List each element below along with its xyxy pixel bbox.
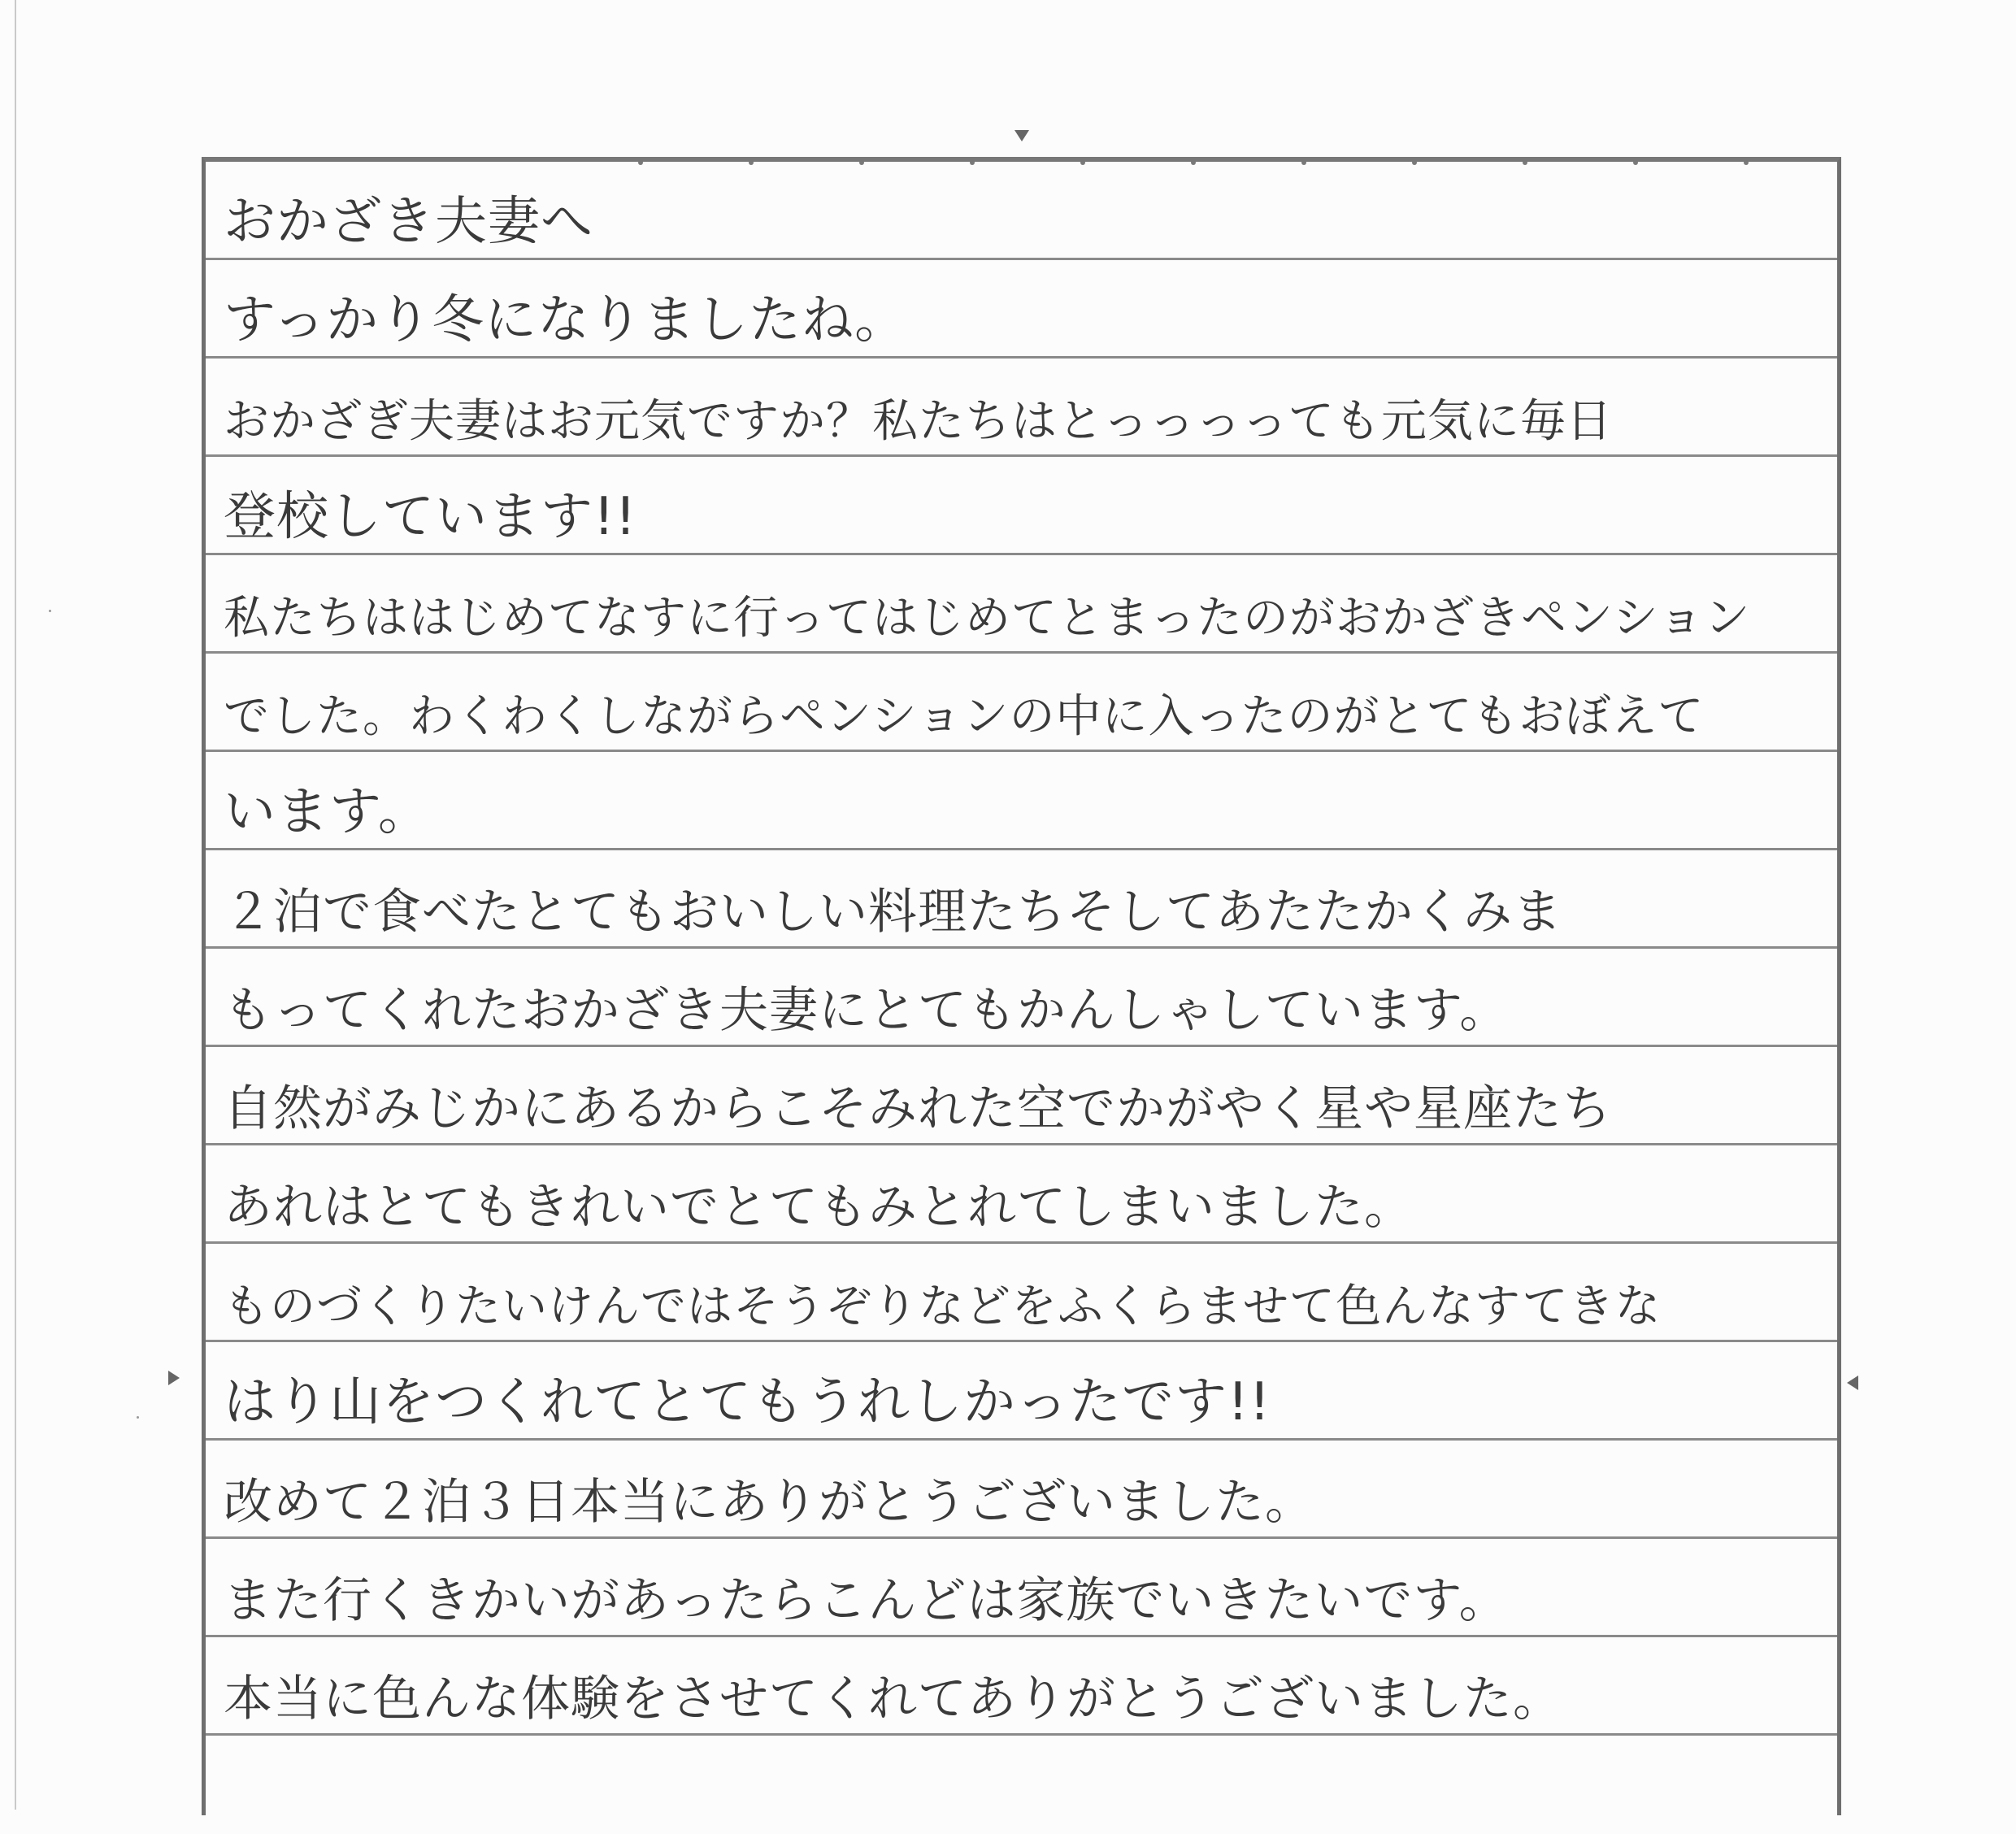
- scan-speck: [49, 610, 51, 612]
- letter-line: [206, 359, 1837, 457]
- letter-line-text: 改めて２泊３日本当にありがとうございました。: [224, 1474, 1314, 1531]
- letter-line: [206, 162, 1837, 260]
- letter-line-text: 本当に色んな体験をさせてくれてありがとうございました。: [224, 1671, 1562, 1728]
- letter-line: [206, 1145, 1837, 1244]
- letter-line-text: 登校しています!!: [224, 487, 637, 547]
- right-margin-marker-icon: [1847, 1376, 1858, 1390]
- letter-line: [206, 654, 1837, 752]
- letter-line: [206, 850, 1837, 949]
- letter-line-text: います。: [224, 782, 431, 842]
- letter-line: [206, 1539, 1837, 1637]
- letter-line: [206, 457, 1837, 555]
- letter-sheet: [202, 157, 1841, 1815]
- letter-line-text: ものづくりたいけんではそうぞりなどをふくらませて色んなすてきな: [224, 1280, 1662, 1333]
- letter-line-text: 自然がみじかにあるからこそみれた空でかがやく星や星座たち: [224, 1080, 1612, 1137]
- scan-speck: [137, 1416, 139, 1419]
- letter-line-text: 私たちははじめてなすに行ってはじめてとまったのがおかざきペンション: [224, 592, 1751, 645]
- letter-line: [206, 260, 1837, 359]
- page-edge-line: [15, 0, 16, 1810]
- letter-line: [206, 1441, 1837, 1539]
- letter-line-text: ２泊で食べたとてもおいしい料理たちそしてあたたかくみま: [224, 884, 1562, 941]
- letter-line-text: すっかり冬になりましたね。: [224, 290, 908, 350]
- letter-line-text: でした。わくわくしながらペンションの中に入ったのがとてもおぼえて: [224, 690, 1705, 743]
- letter-line-empty: [206, 1736, 1837, 1834]
- letter-line-text: おかざぎ夫妻はお元気ですか？私たちはとっっっっても元気に毎日: [224, 395, 1613, 448]
- letter-line-text: はり山をつくれてとてもうれしかったです!!: [224, 1372, 1271, 1432]
- letter-line: [206, 1637, 1837, 1736]
- letter-line: [206, 1047, 1837, 1145]
- letter-line: [206, 1342, 1837, 1441]
- letter-line: [206, 1244, 1837, 1342]
- top-center-marker-icon: [1015, 130, 1029, 141]
- letter-line: [206, 752, 1837, 850]
- letter-line: [206, 949, 1837, 1047]
- letter-line: [206, 555, 1837, 654]
- letter-line-text: もってくれたおかざき夫妻にとてもかんしゃしています。: [224, 982, 1510, 1039]
- letter-line-text: おかざき夫妻へ: [224, 192, 593, 252]
- letter-line-text: あれはとてもきれいでとてもみとれてしまいました。: [224, 1179, 1414, 1236]
- letter-line-text: また行くきかいがあったらこんどは家族でいきたいです。: [224, 1572, 1509, 1629]
- left-margin-marker-icon: [168, 1371, 180, 1385]
